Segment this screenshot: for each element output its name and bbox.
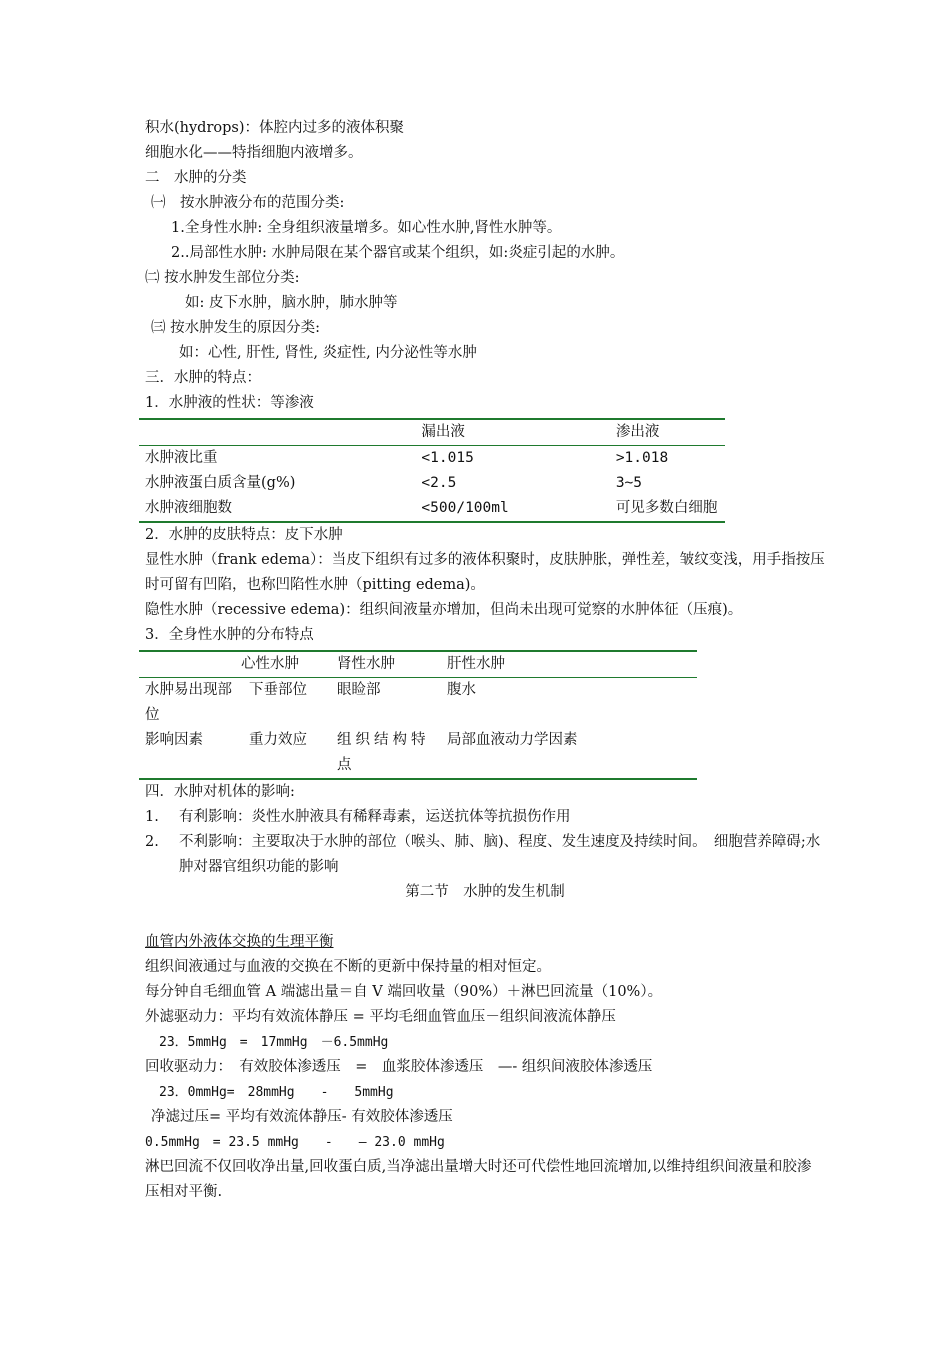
- section-heading: 三．水肿的特点：: [145, 370, 261, 386]
- subtitle: 血管内外液体交换的生理平衡: [145, 934, 334, 950]
- table-cell: 眼睑部: [337, 682, 381, 698]
- text-line: 积水(hydrops)：体腔内过多的液体积聚: [145, 120, 405, 136]
- table-cell: 水肿液比重: [145, 450, 218, 466]
- table-cell: 3~5: [615, 475, 643, 491]
- table-row: [139, 446, 725, 472]
- section-title: 第二节 水肿的发生机制: [405, 884, 565, 900]
- table-header-cell: 心性水肿: [241, 651, 337, 678]
- list-text: 有利影响：炎性水肿液具有稀释毒素，运送抗体等抗损伤作用: [179, 809, 571, 825]
- table-header-cell: 肝性水肿: [447, 651, 697, 678]
- table-cell: 水肿液蛋白质含量(g%): [145, 475, 296, 491]
- text-line: 回收驱动力： 有效胶体渗透压 = 血浆胶体渗透压 —- 组织间液胶体渗透压: [145, 1059, 653, 1075]
- section-heading: 3．全身性水肿的分布特点: [145, 627, 314, 643]
- table-cell: 水肿液细胞数: [145, 500, 232, 516]
- list-item: [145, 805, 825, 830]
- table-cell: 影响因素: [145, 732, 203, 748]
- text-line: 2..局部性水肿: 水肿局限在某个器官或某个组织，如:炎症引起的水肿。: [171, 245, 625, 261]
- formula-line: 23．5mmHg = 17mmHg －6.5mmHg: [159, 1035, 389, 1050]
- text-line: 组织间液通过与血液的交换在不断的更新中保持量的相对恒定。: [145, 959, 551, 975]
- distribution-table: [139, 650, 697, 780]
- section-heading: 二 水肿的分类: [145, 170, 247, 186]
- subheading: ㈢ 按水肿发生的原因分类:: [151, 320, 320, 336]
- table-cell: 重力效应: [249, 732, 307, 748]
- text-line: 1.全身性水肿: 全身组织液量增多。如心性水肿,肾性水肿等。: [171, 220, 562, 236]
- text-line: 净滤过压= 平均有效流体静压- 有效胶体渗透压: [151, 1109, 453, 1125]
- text-line: 外滤驱动力：平均有效流体静压 = 平均毛细血管血压－组织间液流体静压: [145, 1009, 616, 1025]
- subheading: ㈠ 按水肿液分布的范围分类:: [151, 195, 345, 211]
- paragraph: 淋巴回流不仅回收净出量,回收蛋白质,当净滤出量增大时还可代偿性地回流增加,以维持组织间液量和胶渗压相对平衡.: [145, 1159, 812, 1200]
- table-header-cell: 漏出液: [421, 419, 615, 446]
- subheading: ㈡ 按水肿发生部位分类:: [145, 270, 300, 286]
- document-page: [145, 116, 825, 1205]
- table-cell: >1.018: [615, 450, 669, 466]
- list-number: 1.: [145, 809, 159, 825]
- section-heading: 四．水肿对机体的影响:: [145, 784, 295, 800]
- table-header-cell: [139, 419, 421, 446]
- text-line: 细胞水化——特指细胞内液增多。: [145, 145, 363, 161]
- table-cell: 下垂部位: [249, 682, 307, 698]
- table-row: [139, 496, 725, 522]
- table-header-cell: [139, 651, 241, 678]
- table-cell: <500/100ml: [421, 500, 509, 516]
- formula-line: 0.5mmHg = 23.5 mmHg - — 23.0 mmHg: [145, 1135, 445, 1150]
- paragraph: 隐性水肿（recessive edema)：组织间液量亦增加，但尚未出现可觉察的水肿体征（压痕)。: [145, 602, 743, 618]
- text-line: 1．水肿液的性状：等渗液: [145, 395, 314, 411]
- text-line: 如：心性, 肝性, 肾性, 炎症性, 内分泌性等水肿: [179, 345, 477, 361]
- list-number: 2.: [145, 834, 159, 850]
- table-cell: 可见多数白细胞: [615, 500, 718, 516]
- table-header-cell: 渗出液: [616, 419, 725, 446]
- table-cell: <2.5: [421, 475, 457, 491]
- list-item: [145, 830, 825, 880]
- paragraph: 显性水肿（frank edema）：当皮下组织有过多的液体积聚时，皮肤肿胀，弹性差，皱纹变浅，用手指按压时可留有凹陷，也称凹陷性水肿（pitting edema)。: [145, 552, 825, 593]
- table-cell: 水肿易出现部位: [145, 682, 232, 723]
- text-line: 每分钟自毛细血管 A 端滤出量＝自 V 端回收量（90%）＋淋巴回流量（10%）。: [145, 984, 663, 1000]
- section-heading: 2．水肿的皮肤特点：皮下水肿: [145, 527, 343, 543]
- table-header-cell: 肾性水肿: [337, 651, 447, 678]
- table-cell: 腹水: [447, 682, 476, 698]
- edema-fluid-table: [139, 418, 725, 523]
- table-cell: 组织结构特点: [337, 732, 430, 773]
- table-cell: 局部血液动力学因素: [447, 732, 578, 748]
- text-line: 如: 皮下水肿，脑水肿，肺水肿等: [185, 295, 398, 311]
- list-text: 不利影响：主要取决于水肿的部位（喉头、肺、脑)、程度、发生速度及持续时间。 细胞营养障碍;水肿对器官组织功能的影响: [179, 834, 821, 875]
- table-row: [139, 471, 725, 496]
- table-cell: <1.015: [421, 450, 474, 466]
- table-row: [139, 678, 697, 729]
- formula-line: 23．0mmHg= 28mmHg - 5mmHg: [159, 1085, 394, 1100]
- table-row: [139, 728, 697, 779]
